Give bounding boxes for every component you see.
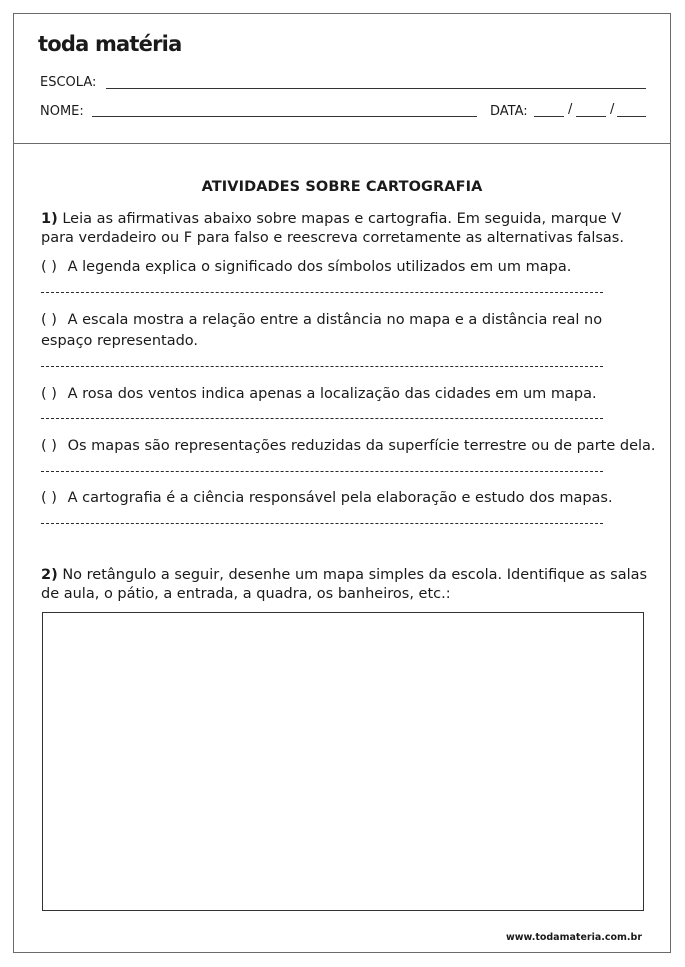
drawing-area[interactable] <box>42 612 644 911</box>
statement-item <box>41 384 656 405</box>
statement-text: A cartografia é a ciência responsável pela elaboração e estudo dos mapas. <box>67 490 613 506</box>
brand-logo: toda matéria <box>38 32 182 56</box>
statement-item <box>41 488 656 509</box>
question-1 <box>41 210 651 248</box>
question-2-text: No retângulo a seguir, desenhe um mapa simples da escola. Identifique as salas de aula, o pátio, a entrada, a quadra, os banheiros, etc.: <box>41 567 648 602</box>
data-label: DATA: <box>490 104 528 119</box>
answer-checkbox[interactable]: ( ) <box>41 490 57 506</box>
escola-field[interactable] <box>106 88 646 89</box>
answer-checkbox[interactable]: ( ) <box>41 259 57 275</box>
statement-text: A escala mostra a relação entre a distância no mapa e a distância real no espaço representado. <box>41 312 603 349</box>
answer-line[interactable] <box>41 523 603 524</box>
answer-line[interactable] <box>41 292 603 293</box>
nome-label: NOME: <box>40 104 84 119</box>
question-1-text: Leia as afirmativas abaixo sobre mapas e cartografia. Em seguida, marque V para verdadeiro ou F para falso e reescreva corretamente as alternativas falsas. <box>41 211 624 246</box>
header-divider <box>14 143 670 144</box>
footer-url: www.todamateria.com.br <box>505 932 642 943</box>
nome-field[interactable] <box>92 116 477 117</box>
date-year-field[interactable] <box>617 116 646 117</box>
statement-item <box>41 436 656 457</box>
answer-line[interactable] <box>41 471 603 472</box>
worksheet-sheet <box>13 13 671 953</box>
date-day-field[interactable] <box>534 116 564 117</box>
statement-item <box>41 257 656 278</box>
date-separator-2: / <box>610 102 615 117</box>
statement-text: A rosa dos ventos indica apenas a localização das cidades em um mapa. <box>67 386 597 402</box>
answer-line[interactable] <box>41 366 603 367</box>
statement-item <box>41 310 656 352</box>
answer-checkbox[interactable]: ( ) <box>41 312 57 328</box>
escola-label: ESCOLA: <box>40 75 97 90</box>
statement-text: Os mapas são representações reduzidas da superfície terrestre ou de parte dela. <box>67 438 656 454</box>
answer-checkbox[interactable]: ( ) <box>41 438 57 454</box>
worksheet-title: ATIVIDADES SOBRE CARTOGRAFIA <box>201 179 483 195</box>
date-month-field[interactable] <box>576 116 606 117</box>
question-2-number: 2) <box>41 567 58 583</box>
date-separator-1: / <box>568 102 573 117</box>
answer-checkbox[interactable]: ( ) <box>41 386 57 402</box>
question-1-number: 1) <box>41 211 58 227</box>
question-2 <box>41 566 651 604</box>
statement-text: A legenda explica o significado dos símbolos utilizados em um mapa. <box>67 259 572 275</box>
answer-line[interactable] <box>41 418 603 419</box>
